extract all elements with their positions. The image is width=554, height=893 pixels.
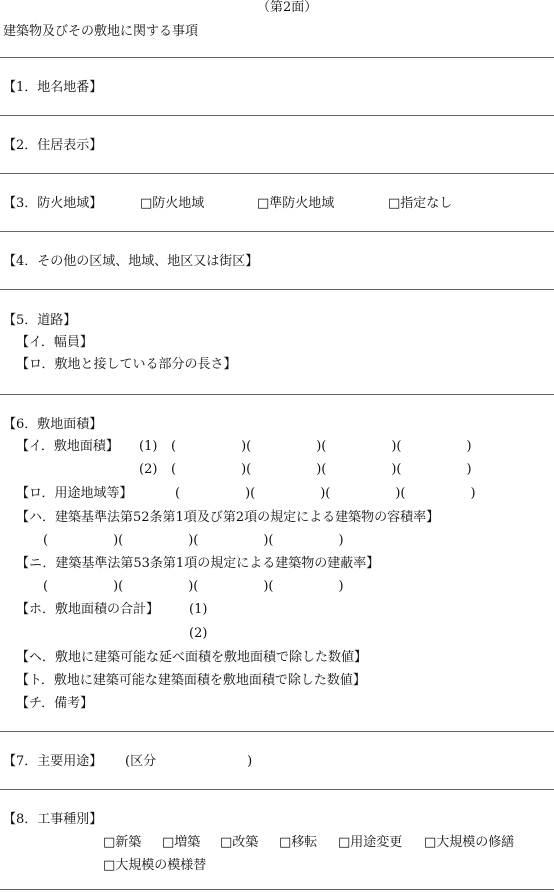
coverage-ratio-row: ( )( )( )( ) <box>43 579 344 594</box>
page-label: （第2面） <box>257 0 318 15</box>
site-area-number-1: (1) <box>139 439 158 454</box>
site-area-number-2: (2) <box>139 462 158 477</box>
road-width-label: 【イ．幅員】 <box>16 335 93 350</box>
item-8-label: 【8．工事種別】 <box>3 812 103 827</box>
fire-zone-checkbox[interactable]: □防火地域 <box>140 196 205 211</box>
site-area-total-label: 【ホ．敷地面積の合計】 <box>16 602 160 617</box>
site-area-total-number-1: (1) <box>189 602 208 617</box>
main-use-value: (区分 ) <box>125 754 253 769</box>
divider <box>0 173 554 174</box>
rebuild-checkbox[interactable]: □改築 <box>220 835 259 850</box>
major-repair-checkbox[interactable]: □大規模の修繕 <box>424 835 515 850</box>
divider <box>0 289 554 290</box>
site-area-label: 【イ．敷地面積】 <box>16 439 119 454</box>
item-1-label: 【1．地名地番】 <box>3 80 103 95</box>
divider <box>0 731 554 732</box>
divider <box>0 889 554 890</box>
semi-fire-zone-checkbox[interactable]: □準防火地域 <box>257 196 335 211</box>
divider <box>0 394 554 395</box>
item-4-label: 【4．その他の区域、地域、地区又は街区】 <box>3 254 259 269</box>
item-6-label: 【6．敷地面積】 <box>3 417 103 432</box>
use-district-row: ( )( )( )( ) <box>175 486 476 501</box>
major-remodeling-checkbox[interactable]: □大規模の模様替 <box>103 858 207 873</box>
divider <box>0 57 554 58</box>
floor-area-ratio-label: 【ハ．建築基準法第52条第1項及び第2項の規定による建築物の容積率】 <box>16 510 440 525</box>
divider <box>0 115 554 116</box>
relocation-checkbox[interactable]: □移転 <box>279 835 318 850</box>
change-of-use-checkbox[interactable]: □用途変更 <box>338 835 403 850</box>
extension-checkbox[interactable]: □増築 <box>162 835 201 850</box>
new-construction-checkbox[interactable]: □新築 <box>103 835 142 850</box>
divider <box>0 231 554 232</box>
no-designation-checkbox[interactable]: □指定なし <box>388 196 453 211</box>
coverage-ratio-label: 【ニ．建築基準法第53条第1項の規定による建築物の建蔽率】 <box>16 556 380 571</box>
section-title: 建築物及びその敷地に関する事項 <box>3 24 199 39</box>
item-7-label: 【7．主要用途】 <box>3 754 103 769</box>
item-5-label: 【5．道路】 <box>3 313 77 328</box>
item-3-label: 【3．防火地域】 <box>3 196 103 211</box>
remarks-label: 【チ．備考】 <box>16 696 94 711</box>
item-2-label: 【2．住居表示】 <box>3 138 103 153</box>
building-area-quotient-label: 【ト．敷地に建築可能な建築面積を敷地面積で除した数値】 <box>16 673 366 688</box>
road-contact-length-label: 【ロ．敷地と接している部分の長さ】 <box>16 357 237 372</box>
use-district-label: 【ロ．用途地域等】 <box>16 486 133 501</box>
floor-area-ratio-row: ( )( )( )( ) <box>43 533 344 548</box>
floor-area-quotient-label: 【ヘ．敷地に建築可能な延べ面積を敷地面積で除した数値】 <box>16 650 368 665</box>
site-area-row-2: ( )( )( )( ) <box>171 462 472 477</box>
divider <box>0 789 554 790</box>
site-area-total-number-2: (2) <box>189 626 208 641</box>
site-area-row-1: ( )( )( )( ) <box>171 439 472 454</box>
